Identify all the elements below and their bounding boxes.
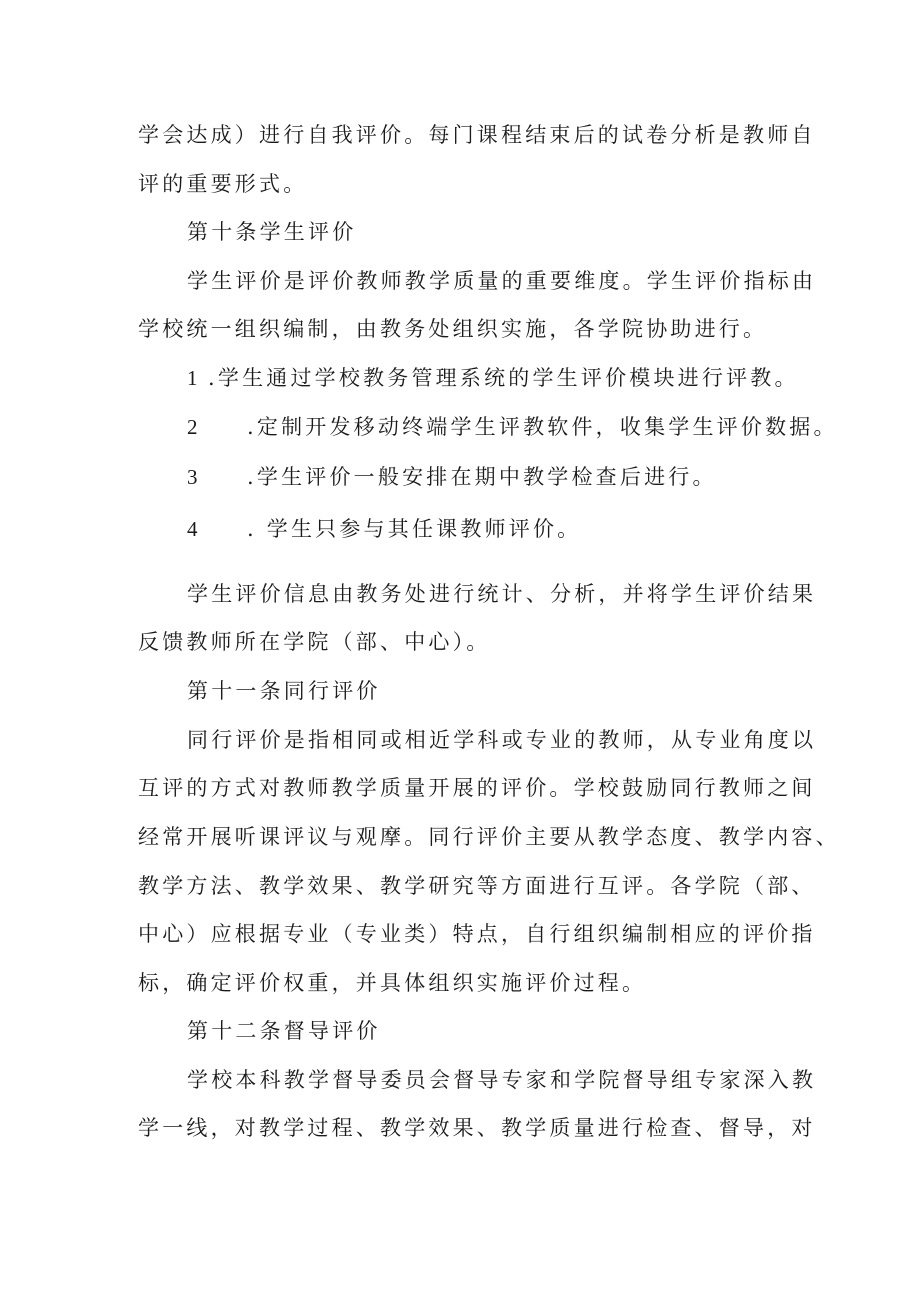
paragraph-line: 互评的方式对教师教学质量开展的评价。学校鼓励同行教师之间	[138, 776, 816, 800]
list-item-number: 4	[187, 517, 198, 541]
paragraph-line: 学校本科教学督导委员会督导专家和学院督导组专家深入教	[187, 1068, 817, 1092]
article-12-heading: 第十二条督导评价	[187, 1019, 381, 1043]
article-11-heading: 第十一条同行评价	[187, 679, 381, 703]
paragraph-line: 评的重要形式。	[138, 172, 308, 196]
paragraph-line: 学会达成）进行自我评价。每门课程结束后的试卷分析是教师自	[138, 123, 816, 147]
paragraph-line: 学生评价是评价教师教学质量的重要维度。学生评价指标由	[187, 269, 817, 293]
paragraph-line: 标，确定评价权重，并具体组织实施评价过程。	[138, 971, 647, 995]
paragraph-line: 同行评价是指相同或相近学科或专业的教师，从专业角度以	[187, 728, 817, 752]
list-item-text: . 学生只参与其任课教师评价。	[247, 517, 582, 541]
paragraph-line: 学生评价信息由教务处进行统计、分析，并将学生评价结果	[187, 582, 817, 606]
paragraph-line: 经常开展听课评议与观摩。同行评价主要从教学态度、教学内容、	[138, 825, 840, 849]
list-item-number: 3	[187, 465, 198, 489]
paragraph-line: 学校统一组织编制，由教务处组织实施，各学院协助进行。	[138, 317, 768, 341]
article-10-heading: 第十条学生评价	[187, 220, 357, 244]
list-item-number: 1	[187, 366, 198, 390]
list-item-text: .定制开发移动终端学生评教软件，收集学生评价数据。	[247, 415, 838, 439]
list-item-number: 2	[187, 415, 198, 439]
paragraph-line: 学一线，对教学过程、教学效果、教学质量进行检查、督导，对	[138, 1116, 816, 1140]
list-item-text: .学生评价一般安排在期中教学检查后进行。	[247, 465, 717, 489]
list-item-text: .学生通过学校教务管理系统的学生评价模块进行评教。	[208, 366, 799, 390]
paragraph-line: 反馈教师所在学院（部、中心）。	[138, 630, 491, 654]
paragraph-line: 教学方法、教学效果、教学研究等方面进行互评。各学院（部、	[138, 874, 816, 898]
paragraph-line: 中心）应根据专业（专业类）特点，自行组织编制相应的评价指	[138, 922, 816, 946]
